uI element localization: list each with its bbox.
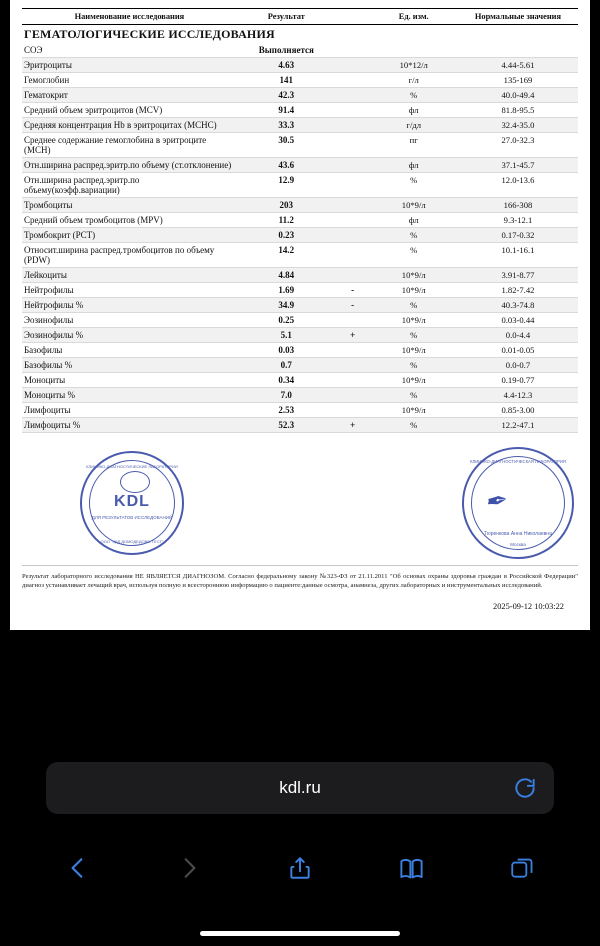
row-unit: пг bbox=[369, 133, 457, 158]
row-name: Лимфоциты % bbox=[22, 418, 237, 433]
row-result: 0.34 bbox=[237, 373, 336, 388]
row-result: 4.63 bbox=[237, 58, 336, 73]
row-norm: 0.19-0.77 bbox=[458, 373, 578, 388]
row-unit: % bbox=[369, 173, 457, 198]
row-sign: - bbox=[336, 298, 370, 313]
table-row bbox=[22, 103, 578, 118]
row-norm: 9.3-12.1 bbox=[458, 213, 578, 228]
section-title-row bbox=[22, 25, 578, 44]
row-unit: 10*12/л bbox=[369, 58, 457, 73]
stamps-area bbox=[22, 447, 578, 557]
row-sign bbox=[336, 343, 370, 358]
row-result: 203 bbox=[237, 198, 336, 213]
report-timestamp: 2025-09-12 10:03:22 bbox=[493, 602, 564, 611]
header-row bbox=[22, 9, 578, 25]
reload-icon[interactable] bbox=[512, 775, 538, 801]
row-result: 5.1 bbox=[237, 328, 336, 343]
table-row bbox=[22, 173, 578, 198]
row-norm: 1.82-7.42 bbox=[458, 283, 578, 298]
table-row bbox=[22, 213, 578, 228]
seal-arc-bottom-text: ООО "КДЛ ДОМОДЕДОВО-ТЕСТ" bbox=[100, 539, 164, 544]
row-name: Базофилы % bbox=[22, 358, 237, 373]
row-result: 33.3 bbox=[237, 118, 336, 133]
column-header-result: Результат bbox=[237, 9, 336, 25]
row-unit: г/л bbox=[369, 73, 457, 88]
row-norm: 0.03-0.44 bbox=[458, 313, 578, 328]
table-row bbox=[22, 343, 578, 358]
table-row bbox=[22, 298, 578, 313]
share-icon[interactable] bbox=[278, 846, 322, 890]
column-header-norm: Нормальные значения bbox=[458, 9, 578, 25]
row-name: Нейтрофилы bbox=[22, 283, 237, 298]
row-name: Отн.ширина распред.эритр.по объему (ст.отклонение) bbox=[22, 158, 237, 173]
row-sign bbox=[336, 388, 370, 403]
row-norm: 40.0-49.4 bbox=[458, 88, 578, 103]
row-result: 30.5 bbox=[237, 133, 336, 158]
row-sign bbox=[336, 158, 370, 173]
browser-toolbar bbox=[0, 840, 600, 896]
doctor-seal-arc-top-text: КЛИНИКО-ДИАГНОСТИЧЕСКАЯ ЛАБОРАТОРИЯ bbox=[470, 459, 566, 464]
section-title: ГЕМАТОЛОГИЧЕСКИЕ ИССЛЕДОВАНИЯ bbox=[24, 27, 275, 41]
row-norm: 0.0-0.7 bbox=[458, 358, 578, 373]
table-row bbox=[22, 388, 578, 403]
table-row bbox=[22, 328, 578, 343]
table-row bbox=[22, 418, 578, 433]
row-unit: % bbox=[369, 88, 457, 103]
row-result: 91.4 bbox=[237, 103, 336, 118]
row-result: 34.9 bbox=[237, 298, 336, 313]
row-name: Средний объем эритроцитов (MCV) bbox=[22, 103, 237, 118]
column-header-name: Наименование исследования bbox=[22, 9, 237, 25]
table-row bbox=[22, 243, 578, 268]
row-unit: 10*9/л bbox=[369, 403, 457, 418]
row-sign bbox=[336, 358, 370, 373]
row-unit: фл bbox=[369, 103, 457, 118]
row-name: Гемоглобин bbox=[22, 73, 237, 88]
row-unit: % bbox=[369, 418, 457, 433]
row-sign bbox=[336, 118, 370, 133]
table-row bbox=[22, 158, 578, 173]
row-sign bbox=[336, 43, 370, 58]
table-row bbox=[22, 358, 578, 373]
disclaimer-text: Результат лабораторного исследования НЕ ЯВЛЯЕТСЯ ДИАГНОЗОМ. Согласно федеральному закону №323-ФЗ от 21.11.2011 "Об основах охраны здоровья граждан в Российской Федерации" диагноз устанавливает лечащий врач, используя полную и всестороннюю информацию о пациенте:данные осмотра, анамнеза, других лабораторных и инструментальных исследований. bbox=[22, 565, 578, 590]
row-name: СОЭ bbox=[22, 43, 237, 58]
row-result: 1.69 bbox=[237, 283, 336, 298]
row-sign bbox=[336, 373, 370, 388]
row-name: Эритроциты bbox=[22, 58, 237, 73]
row-result: Выполняется bbox=[237, 43, 336, 58]
row-sign: - bbox=[336, 283, 370, 298]
row-result: 0.23 bbox=[237, 228, 336, 243]
kdl-logo-text: KDL bbox=[114, 493, 150, 510]
doctor-name-text: Тюренкова Анна Николаевна bbox=[484, 531, 552, 537]
row-norm: 3.91-8.77 bbox=[458, 268, 578, 283]
row-name: Тромбоциты bbox=[22, 198, 237, 213]
row-result: 11.2 bbox=[237, 213, 336, 228]
row-sign bbox=[336, 73, 370, 88]
signature-mark: ✒ bbox=[482, 485, 508, 518]
row-norm bbox=[458, 43, 578, 58]
row-norm: 81.8-95.5 bbox=[458, 103, 578, 118]
row-sign bbox=[336, 103, 370, 118]
table-row bbox=[22, 118, 578, 133]
row-norm: 135-169 bbox=[458, 73, 578, 88]
row-unit: 10*9/л bbox=[369, 268, 457, 283]
row-sign bbox=[336, 173, 370, 198]
table-row bbox=[22, 313, 578, 328]
table-row bbox=[22, 268, 578, 283]
row-sign bbox=[336, 88, 370, 103]
table-row-soe bbox=[22, 43, 578, 58]
row-norm: 166-308 bbox=[458, 198, 578, 213]
table-row bbox=[22, 88, 578, 103]
row-unit: % bbox=[369, 228, 457, 243]
row-result: 52.3 bbox=[237, 418, 336, 433]
book-icon[interactable] bbox=[389, 846, 433, 890]
table-row bbox=[22, 73, 578, 88]
row-unit: 10*9/л bbox=[369, 343, 457, 358]
back-icon[interactable] bbox=[56, 846, 100, 890]
row-name: Среднее содержание гемоглобина в эритроците (MCH) bbox=[22, 133, 237, 158]
row-name: Моноциты bbox=[22, 373, 237, 388]
table-row bbox=[22, 283, 578, 298]
row-sign bbox=[336, 133, 370, 158]
tabs-icon[interactable] bbox=[500, 846, 544, 890]
row-sign: + bbox=[336, 328, 370, 343]
row-result: 12.9 bbox=[237, 173, 336, 198]
lab-seal-stamp bbox=[80, 451, 184, 555]
row-name: Средняя концентрация Hb в эритроцитах (MCHC) bbox=[22, 118, 237, 133]
table-row bbox=[22, 228, 578, 243]
seal-emblem-icon bbox=[120, 471, 150, 493]
table-row bbox=[22, 198, 578, 213]
row-result: 43.6 bbox=[237, 158, 336, 173]
row-name: Относит.ширина распред.тромбоцитов по объему (PDW) bbox=[22, 243, 237, 268]
row-norm: 0.01-0.05 bbox=[458, 343, 578, 358]
row-unit: 10*9/л bbox=[369, 313, 457, 328]
table-header bbox=[22, 9, 578, 25]
table-row bbox=[22, 403, 578, 418]
row-result: 0.7 bbox=[237, 358, 336, 373]
row-sign bbox=[336, 403, 370, 418]
table-row bbox=[22, 133, 578, 158]
row-unit: 10*9/л bbox=[369, 373, 457, 388]
forward-icon bbox=[167, 846, 211, 890]
row-norm: 27.0-32.3 bbox=[458, 133, 578, 158]
column-header-unit: Ед. изм. bbox=[369, 9, 457, 25]
address-bar[interactable] bbox=[46, 762, 554, 814]
row-name: Эозинофилы % bbox=[22, 328, 237, 343]
row-result: 141 bbox=[237, 73, 336, 88]
lab-results-table bbox=[22, 8, 578, 433]
row-sign bbox=[336, 228, 370, 243]
row-norm: 0.17-0.32 bbox=[458, 228, 578, 243]
row-unit: 10*9/л bbox=[369, 198, 457, 213]
row-sign: + bbox=[336, 418, 370, 433]
column-header-sign bbox=[336, 9, 370, 25]
row-sign bbox=[336, 268, 370, 283]
row-sign bbox=[336, 213, 370, 228]
row-norm: 0.85-3.00 bbox=[458, 403, 578, 418]
row-name: Отн.ширина распред.эритр.по объему(коэфф.вариации) bbox=[22, 173, 237, 198]
row-name: Лейкоциты bbox=[22, 268, 237, 283]
row-result: 2.53 bbox=[237, 403, 336, 418]
seal-arc-top-text: КЛИНИКО-ДИАГНОСТИЧЕСКИЕ ЛАБОРАТОРИИ bbox=[86, 464, 178, 469]
table-row bbox=[22, 373, 578, 388]
row-result: 7.0 bbox=[237, 388, 336, 403]
row-name: Моноциты % bbox=[22, 388, 237, 403]
row-unit: % bbox=[369, 358, 457, 373]
row-result: 0.03 bbox=[237, 343, 336, 358]
row-unit: % bbox=[369, 243, 457, 268]
home-indicator bbox=[200, 931, 400, 936]
row-name: Эозинофилы bbox=[22, 313, 237, 328]
doctor-seal-stamp bbox=[462, 447, 574, 559]
row-unit: г/дл bbox=[369, 118, 457, 133]
row-sign bbox=[336, 243, 370, 268]
row-name: Тромбокрит (PCT) bbox=[22, 228, 237, 243]
row-norm: 32.4-35.0 bbox=[458, 118, 578, 133]
row-sign bbox=[336, 198, 370, 213]
row-name: Гематокрит bbox=[22, 88, 237, 103]
row-unit bbox=[369, 43, 457, 58]
row-name: Базофилы bbox=[22, 343, 237, 358]
row-sign bbox=[336, 58, 370, 73]
row-result: 42.3 bbox=[237, 88, 336, 103]
browser-chrome bbox=[0, 638, 600, 946]
row-name: Нейтрофилы % bbox=[22, 298, 237, 313]
table-row bbox=[22, 58, 578, 73]
row-norm: 12.2-47.1 bbox=[458, 418, 578, 433]
row-norm: 37.1-45.7 bbox=[458, 158, 578, 173]
url-text[interactable]: kdl.ru bbox=[279, 778, 321, 797]
row-unit: фл bbox=[369, 158, 457, 173]
lab-report-sheet bbox=[10, 0, 590, 630]
row-unit: фл bbox=[369, 213, 457, 228]
row-result: 4.84 bbox=[237, 268, 336, 283]
row-norm: 12.0-13.6 bbox=[458, 173, 578, 198]
row-name: Средний объем тромбоцитов (MPV) bbox=[22, 213, 237, 228]
row-unit: % bbox=[369, 298, 457, 313]
row-norm: 40.3-74.8 bbox=[458, 298, 578, 313]
row-norm: 4.44-5.61 bbox=[458, 58, 578, 73]
row-result: 14.2 bbox=[237, 243, 336, 268]
row-result: 0.25 bbox=[237, 313, 336, 328]
row-norm: 10.1-16.1 bbox=[458, 243, 578, 268]
row-name: Лимфоциты bbox=[22, 403, 237, 418]
row-sign bbox=[336, 313, 370, 328]
row-norm: 0.0-4.4 bbox=[458, 328, 578, 343]
seal-sub-text: ДЛЯ РЕЗУЛЬТАТОВ ИССЛЕДОВАНИЙ bbox=[91, 515, 173, 520]
doctor-seal-city-text: Москва bbox=[510, 542, 526, 547]
row-unit: % bbox=[369, 328, 457, 343]
table-body bbox=[22, 25, 578, 433]
row-norm: 4.4-12.3 bbox=[458, 388, 578, 403]
row-unit: 10*9/л bbox=[369, 283, 457, 298]
row-unit: % bbox=[369, 388, 457, 403]
